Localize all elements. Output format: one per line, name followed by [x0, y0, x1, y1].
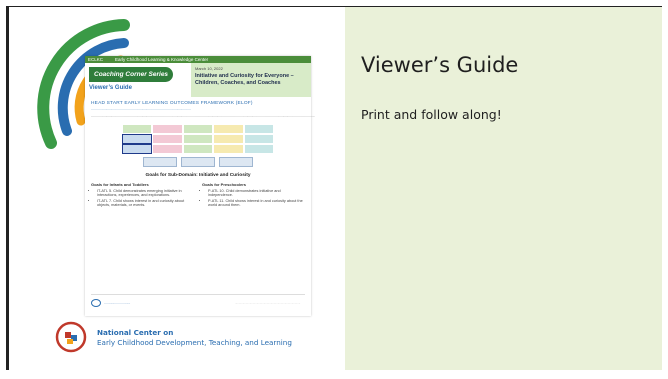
- grid-cell: [184, 125, 212, 133]
- infant-goal-item: • IT-ATL 7. Child shows interest in and curiosity about objects, materials, or events.: [97, 199, 194, 207]
- center-name-line2: Early Childhood Development, Teaching, and Learning: [97, 338, 292, 348]
- grid-cell: [184, 135, 212, 143]
- grid-cell: [123, 125, 151, 133]
- sub-domain-box: [181, 157, 215, 167]
- guide-label: Viewer’s Guide: [89, 85, 132, 91]
- elof-domain-grid: [123, 125, 273, 153]
- infant-goal-item: • IT-ATL 5. Child demonstrates emerging initiative in interactions, experiences, and explorations.: [97, 189, 194, 197]
- center-name-line1: National Center on: [97, 328, 174, 337]
- document-body: [85, 97, 315, 211]
- national-center-name: [97, 328, 292, 349]
- preschool-goal-item: • P-ATL 10. Child demonstrates initiative and independence.: [208, 189, 305, 197]
- sub-domain-box: [143, 157, 177, 167]
- grid-cell-highlighted: [123, 145, 151, 153]
- document-header-left: [85, 63, 191, 97]
- eclkc-full-label: Early Childhood Learning & Knowledge Center: [115, 57, 209, 62]
- slide: [6, 6, 662, 370]
- grid-cell: [153, 145, 181, 153]
- eclkc-label: ECLKC: [88, 57, 104, 62]
- intro-paragraph: ......................................................................................................................................................................................................................................: [91, 114, 315, 118]
- preschool-goal-item: • P-ATL 11. Child shows interest in and curiosity about the world around them.: [208, 199, 305, 207]
- document-topbar: [85, 56, 311, 63]
- goals-title: Goals for Sub-Domain: Initiative and Curiosity: [145, 172, 251, 178]
- sub-domain-row: [91, 157, 305, 167]
- sub-domain-box: [219, 157, 253, 167]
- goals-columns: [91, 182, 305, 207]
- document-footer: [91, 294, 305, 308]
- preschool-goals-heading: Goals for Preschoolers: [202, 181, 247, 187]
- document-header: [85, 63, 311, 97]
- infant-goals-column: [91, 182, 194, 207]
- grid-cell: [245, 145, 273, 153]
- document-header-right: [191, 63, 311, 97]
- national-center-logo-icon: [55, 321, 87, 353]
- grid-cell-highlighted: [123, 135, 151, 143]
- panel-title: Viewer’s Guide: [361, 53, 519, 77]
- grid-cell: [153, 125, 181, 133]
- footer-center-text: ............................: [104, 300, 131, 305]
- grid-cell: [245, 135, 273, 143]
- footer-logo-icon: [91, 299, 101, 307]
- grid-cell: [245, 125, 273, 133]
- elof-title: HEAD START EARLY LEARNING OUTCOMES FRAMEWORK (ELOF): [91, 101, 253, 106]
- grid-cell: [214, 145, 242, 153]
- grid-cell: [214, 135, 242, 143]
- document-headline: Initiative and Curiosity for Everyone – Children, Coaches, and Coaches: [195, 73, 294, 87]
- viewers-guide-document-thumbnail: [85, 56, 315, 316]
- series-banner: Coaching Corner Series: [89, 67, 173, 82]
- viewers-guide-panel: [345, 7, 662, 370]
- preschool-goals-column: [202, 182, 305, 207]
- infant-goals-heading: Goals for Infants and Toddlers: [91, 181, 149, 187]
- elof-link-line: .......................................................................................................: [91, 107, 192, 111]
- grid-cell: [214, 125, 242, 133]
- panel-subtitle: Print and follow along!: [361, 107, 502, 122]
- grid-cell: [184, 145, 212, 153]
- document-date: March 10, 2022: [195, 66, 223, 71]
- grid-cell: [153, 135, 181, 143]
- footer-fine-print: ....................................................................................: [235, 300, 301, 305]
